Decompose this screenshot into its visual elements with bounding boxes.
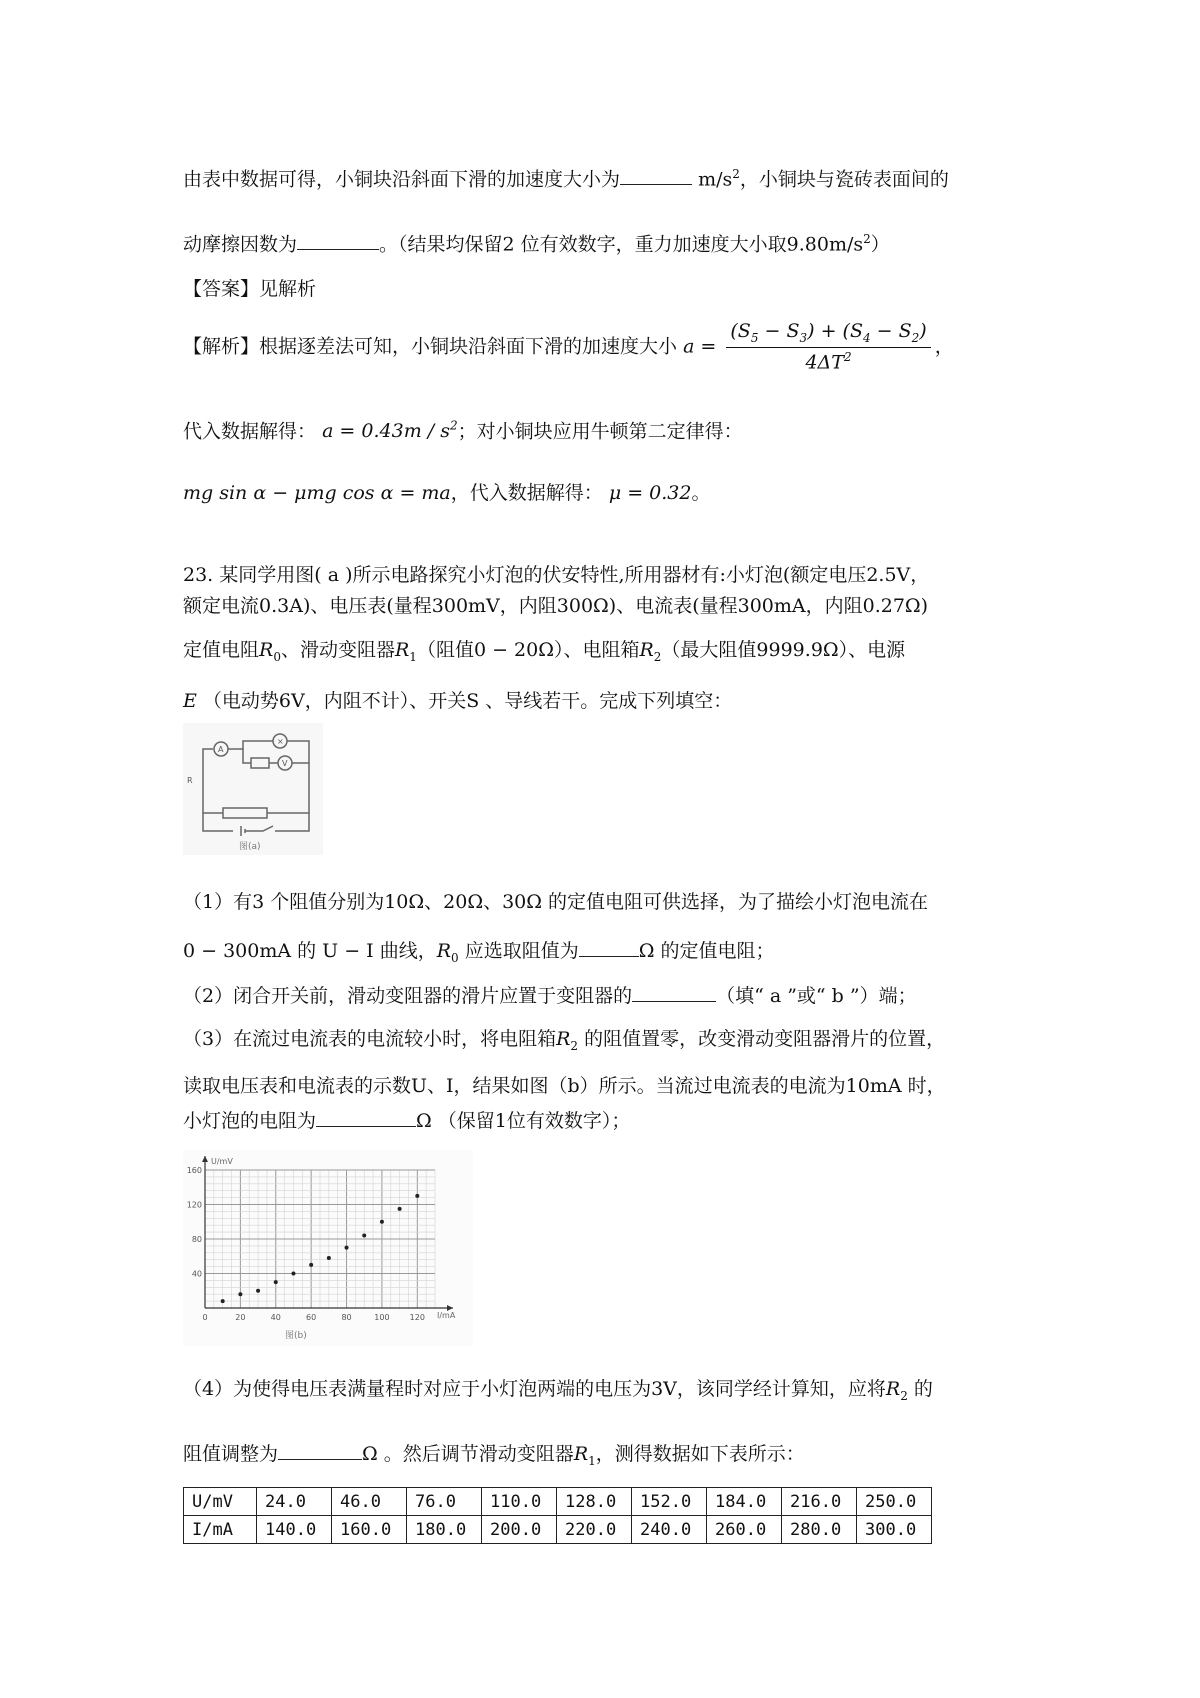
q23-text: Ω 的定值电阻；: [638, 940, 775, 962]
y-tick-label: 120: [186, 1200, 202, 1210]
q23-text: 、滑动变阻器: [280, 639, 395, 661]
q22-text: 动摩擦因数为: [183, 233, 298, 256]
data-point: [380, 1220, 384, 1224]
data-point: [238, 1292, 242, 1296]
y-axis-label: U/mV: [211, 1157, 233, 1166]
answer-blank-friction: [297, 233, 379, 250]
q23-text: （阻值0 − 20Ω）、电阻箱: [416, 639, 640, 661]
table-cell: 240.0: [632, 1516, 707, 1544]
svg-text:A: A: [218, 745, 224, 754]
table-cell: 128.0: [557, 1488, 632, 1516]
table-cell: 140.0: [257, 1516, 332, 1544]
x-tick-label: 0: [202, 1313, 208, 1322]
mu-result: μ = 0.32: [608, 482, 692, 504]
data-point: [309, 1263, 313, 1267]
x-tick-label: 20: [235, 1313, 246, 1322]
q23-p3-line2: 读取电压表和电流表的示数U、I，结果如图（b）所示。当流过电流表的电流为10mA 时，: [183, 1075, 946, 1097]
y-tick-label: 80: [191, 1235, 202, 1244]
q22-text: 。（结果均保留2 位有效数字，重力加速度大小取: [379, 233, 787, 256]
q23-text: 小灯泡的电阻为: [183, 1110, 317, 1132]
table-cell: 184.0: [707, 1488, 782, 1516]
y-tick-label: 160: [186, 1166, 202, 1175]
table-cell: 220.0: [557, 1516, 632, 1544]
q22-line1: 由表中数据可得，小铜块沿斜面下滑的加速度大小为 $m/s^2$，小铜块与瓷砖表面间的: [183, 167, 949, 191]
y-tick-label: 40: [191, 1269, 202, 1279]
x-tick-label: 80: [341, 1313, 352, 1322]
svg-text:R: R: [187, 776, 193, 785]
q23-text: （4）为使得电压表满量程时对应于小灯泡两端的电压为3V，该同学经计算知，应将: [183, 1378, 886, 1400]
q23-p3a: （3）在流过电流表的电流较小时，将电阻箱$R_2$ 的阻值置零，改变滑动变阻器滑片的位置，: [183, 1028, 946, 1053]
data-point: [362, 1234, 366, 1238]
table-row: [184, 1488, 932, 1516]
q22-text: 由表中数据可得，小铜块沿斜面下滑的加速度大小为: [183, 168, 621, 191]
x-axis-label: I/mA: [437, 1311, 456, 1320]
unit-text: m/s: [698, 168, 733, 191]
gravity-value: 9.80m/s: [786, 233, 864, 256]
calc-line: [183, 420, 743, 441]
q23-p1a: （1）有3 个阻值分别为10Ω、20Ω、30Ω 的定值电阻可供选择，为了描绘小灯泡电流在: [183, 891, 929, 913]
data-point: [327, 1256, 331, 1260]
answer-blank-bulb-resistance: [316, 1110, 416, 1127]
analysis-text: ，: [934, 335, 954, 358]
table-cell: 300.0: [857, 1516, 932, 1544]
table-row: [184, 1516, 932, 1544]
ui-scatter-chart-figure-b: [183, 1150, 473, 1346]
figure-a-caption: 图(a): [239, 842, 261, 852]
q23-text: （电动势6V，内阻不计）、开关S 、导线若干。完成下列填空：: [202, 690, 733, 712]
q22-text: ）: [870, 233, 890, 256]
table-cell: 250.0: [857, 1488, 932, 1516]
q23-text: 的阻值置零，改变滑动变阻器滑片的位置，: [584, 1028, 946, 1050]
x-tick-label: 60: [306, 1313, 317, 1322]
table-cell: 46.0: [332, 1488, 407, 1516]
analysis-line: 【解析】根据逐差法可知，小铜块沿斜面下滑的加速度大小 a = $\frac{(S_5 - S_3) + (S_4 - S_2)}{4\Delta T^2}$ ，: [183, 320, 954, 374]
figure-b-caption: 图(b): [285, 1331, 307, 1341]
answer-blank-r2: [278, 1443, 362, 1460]
data-point: [398, 1207, 402, 1211]
svg-text:V: V: [282, 759, 288, 768]
answer-blank-r0: [579, 940, 639, 957]
q23-intro4: E （电动势6V，内阻不计）、开关S 、导线若干。完成下列填空：: [183, 690, 733, 712]
q23-text: （最大阻值9999.9Ω）、电源: [661, 639, 906, 661]
q23-text: ，测得数据如下表所示：: [595, 1443, 805, 1465]
circuit-diagram-figure-a: [183, 723, 323, 855]
table-cell: 160.0: [332, 1516, 407, 1544]
newton-line: [183, 484, 711, 503]
q23-p4-line2: 阻值调整为 Ω 。然后调节滑动变阻器$R_1$，测得数据如下表所示：: [183, 1443, 805, 1468]
newton-equation: mg sin α − μmg cos α = ma: [183, 482, 451, 504]
q23-p1b: 0 − 300mA 的 U − I 曲线，$R_0$ 应选取阻值为 Ω 的定值电阻；: [183, 940, 775, 965]
accel-result: $a = 0.43m / s^2$: [322, 419, 458, 443]
analysis-text: 【解析】根据逐差法可知，小铜块沿斜面下滑的加速度大小: [183, 335, 678, 358]
q23-text: 0 − 300mA 的 U − I 曲线，: [183, 940, 437, 962]
data-point: [415, 1194, 419, 1198]
q22-line2: 动摩擦因数为 。（结果均保留2 位有效数字，重力加速度大小取$9.80m/s^2$）: [183, 232, 890, 256]
q23-intro2: 额定电流0.3A)、电压表(量程300mV，内阻300Ω)、电流表(量程300mA，内阻0.27Ω): [183, 595, 929, 617]
q23-intro3: 定值电阻$R_0$、滑动变阻器$R_1$（阻值0 − 20Ω）、电阻箱$R_2$（最大阻值9999.9Ω）、电源: [183, 639, 906, 664]
table-row-header: I/mA: [184, 1516, 257, 1544]
q23-text: 定值电阻: [183, 639, 260, 661]
table-cell: 280.0: [782, 1516, 857, 1544]
x-tick-label: 120: [409, 1313, 425, 1322]
q23-p3-line3: [183, 1110, 630, 1131]
x-tick-label: 40: [270, 1313, 281, 1322]
table-cell: 152.0: [632, 1488, 707, 1516]
table-cell: 76.0: [407, 1488, 482, 1516]
q23-text: 的: [913, 1378, 933, 1400]
q23-text: Ω 。然后调节滑动变阻器: [362, 1443, 574, 1465]
acceleration-formula: $\frac{(S_5 - S_3) + (S_4 - S_2)}{4\Delta T^2}$: [726, 322, 930, 372]
table-cell: 24.0: [257, 1488, 332, 1516]
x-tick-label: 100: [374, 1313, 390, 1322]
q22-text: ，小铜块与瓷砖表面间的: [739, 168, 949, 191]
q23-text: （3）在流过电流表的电流较小时，将电阻箱: [183, 1028, 557, 1050]
q23-text: 应选取阻值为: [464, 940, 579, 962]
answer-line: 【答案】见解析: [183, 278, 317, 300]
table-cell: 260.0: [707, 1516, 782, 1544]
table-cell: 216.0: [782, 1488, 857, 1516]
q23-p2: [183, 985, 917, 1006]
data-point: [274, 1280, 278, 1284]
svg-text:×: ×: [277, 737, 284, 746]
table-cell: 180.0: [407, 1516, 482, 1544]
data-point: [345, 1246, 349, 1250]
measurement-table: [183, 1487, 932, 1544]
data-point: [291, 1272, 295, 1276]
calc-text: ；对小铜块应用牛顿第二定律得：: [457, 420, 743, 443]
data-point: [221, 1299, 225, 1303]
chart-grid: [205, 1170, 435, 1308]
calc-text: 代入数据解得：: [183, 420, 317, 443]
table-row-header: U/mV: [184, 1488, 257, 1516]
data-point: [256, 1289, 260, 1293]
table-cell: 200.0: [482, 1516, 557, 1544]
q23-text: 阻值调整为: [183, 1443, 279, 1465]
answer-blank-slider-end: [632, 985, 716, 1002]
q23-intro1: 23. 某同学用图( a )所示电路探究小灯泡的伏安特性,所用器材有:小灯泡(额定电压2.5V，: [183, 564, 930, 586]
q23-text: Ω （保留1位有效数字）；: [416, 1110, 631, 1132]
q23-text: （填“ a ”或“ b ”）端；: [716, 985, 917, 1007]
q23-p4a: （4）为使得电压表满量程时对应于小灯泡两端的电压为3V，该同学经计算知，应将$R_2$ 的: [183, 1378, 933, 1403]
newton-text: 。: [691, 482, 711, 504]
q23-text: （2）闭合开关前，滑动变阻器的滑片应置于变阻器的: [183, 985, 633, 1007]
table-cell: 110.0: [482, 1488, 557, 1516]
answer-blank-accel: [620, 168, 692, 185]
newton-text: ，代入数据解得：: [450, 482, 603, 504]
